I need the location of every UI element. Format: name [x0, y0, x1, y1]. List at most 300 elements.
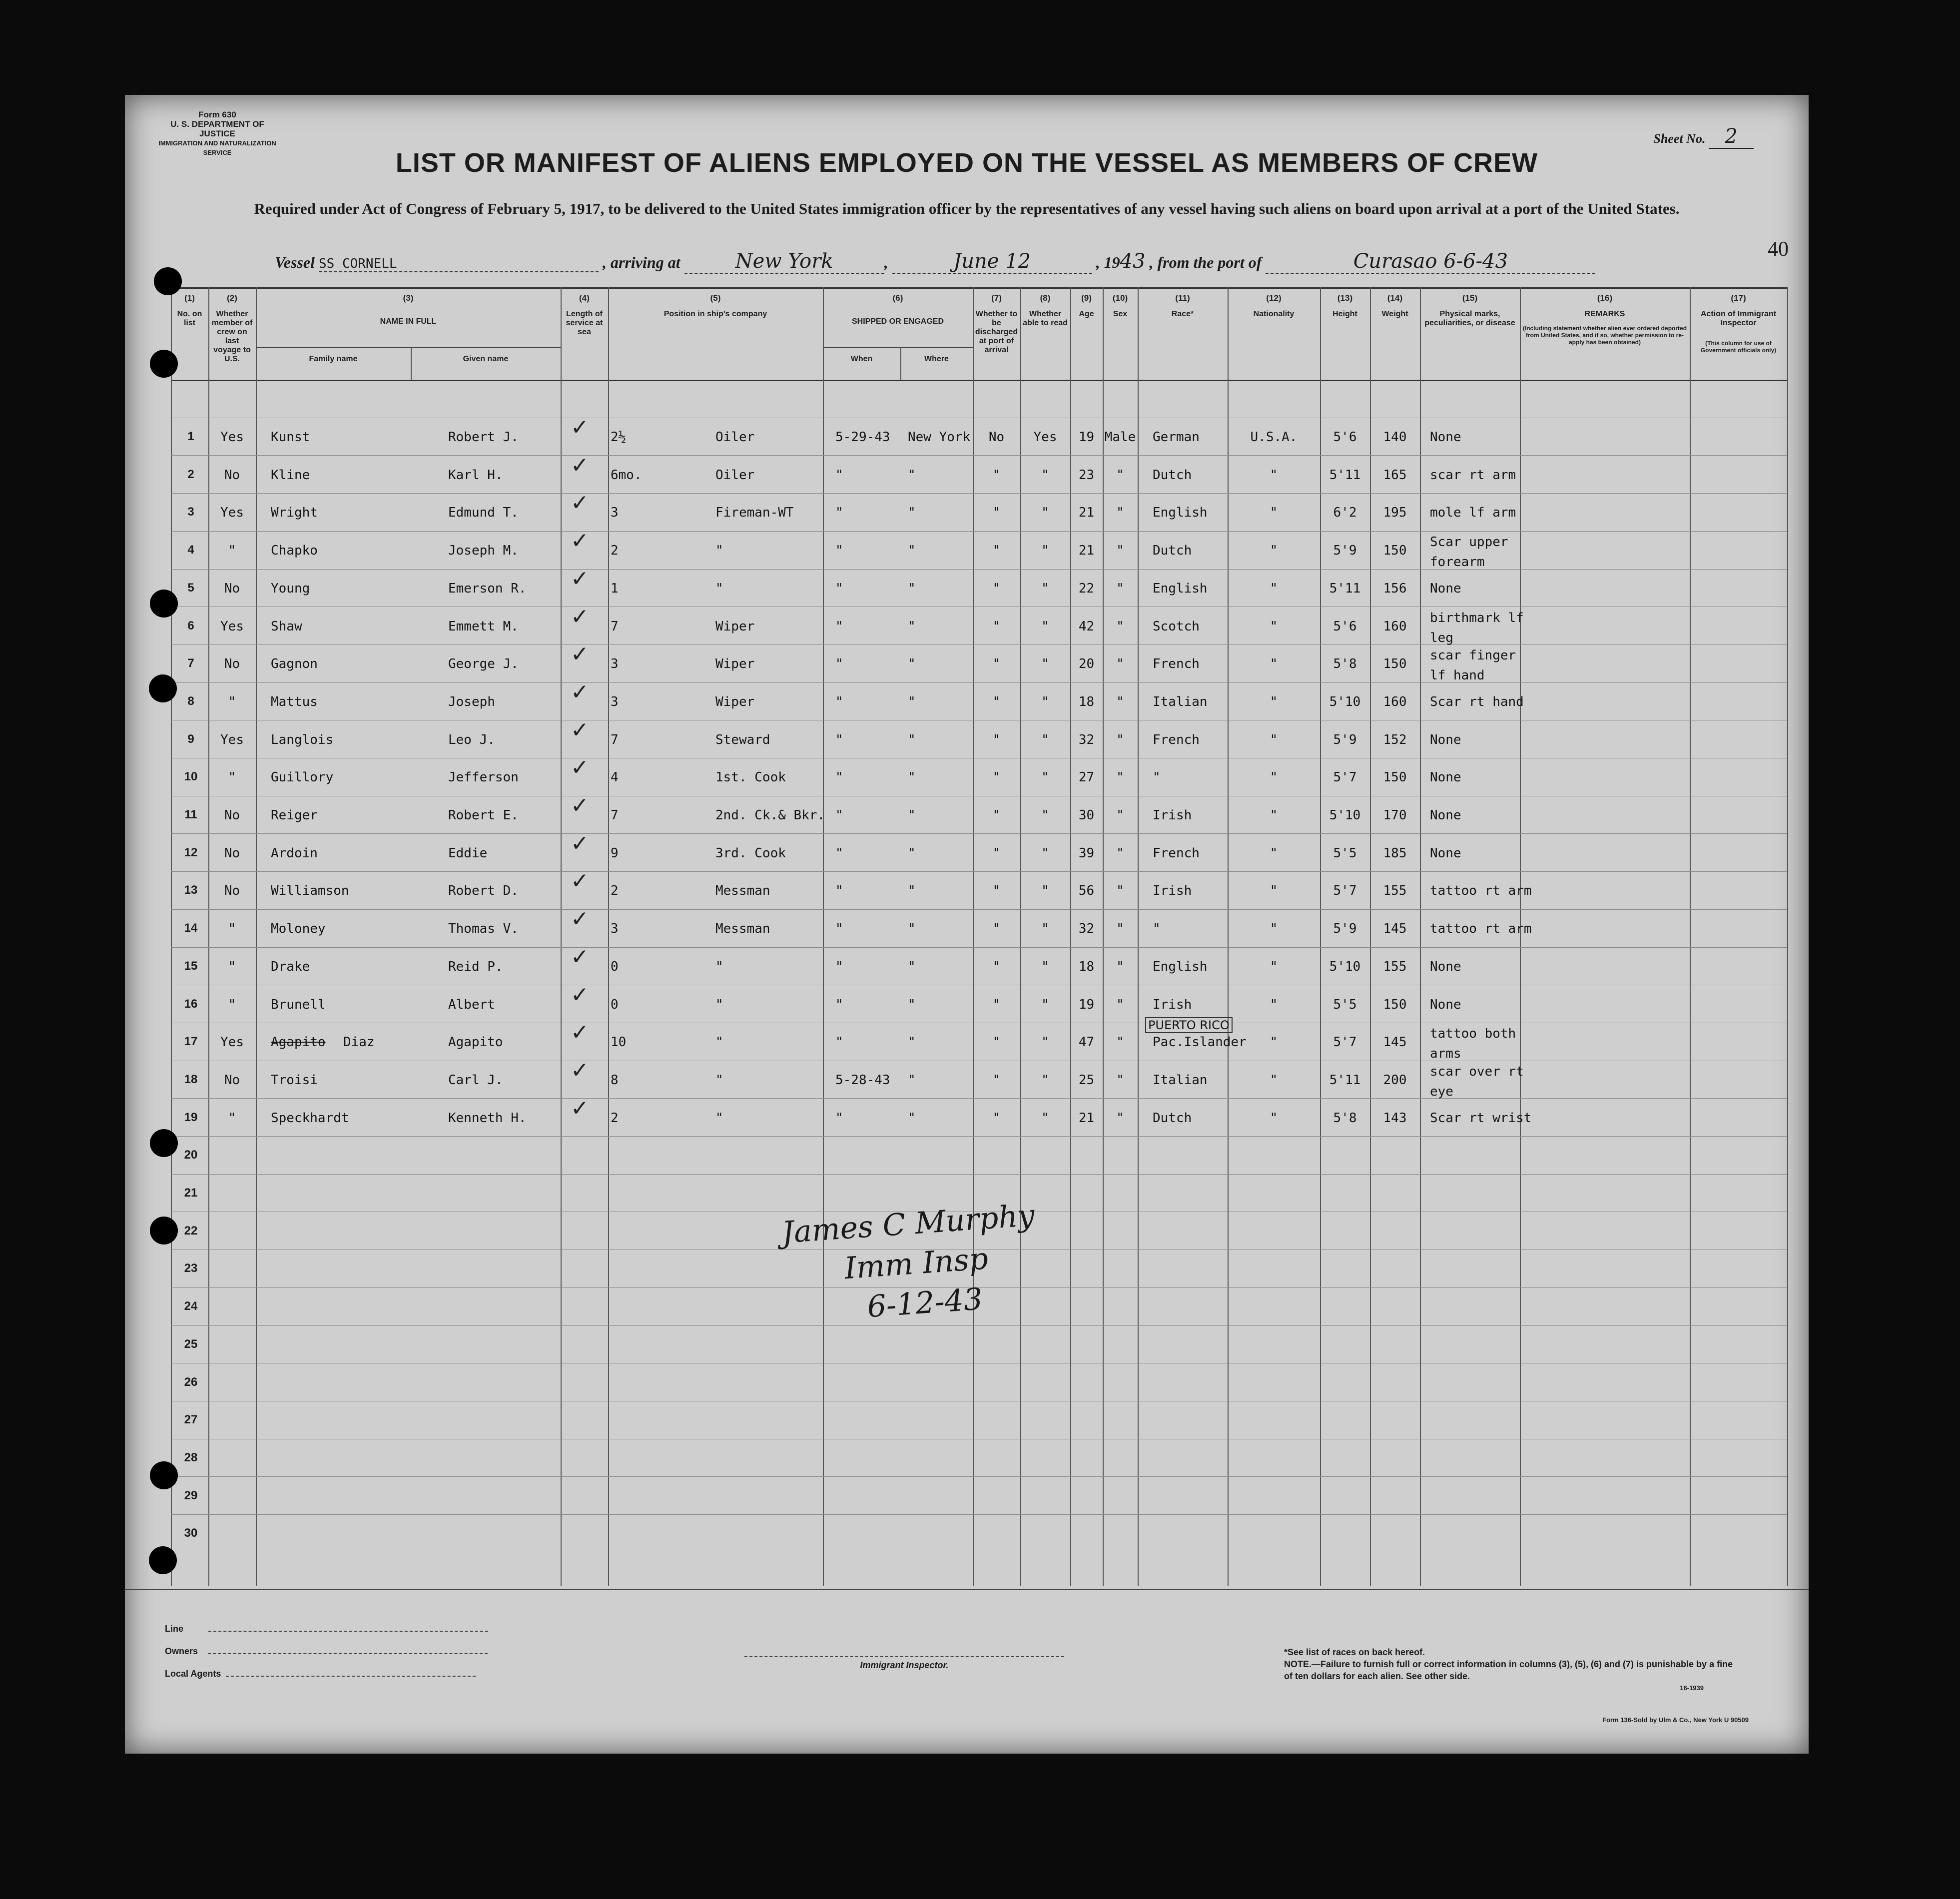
header-c14-num: (14)	[1387, 293, 1403, 303]
form-number: Form 630	[198, 110, 236, 119]
header-c9-text: Age	[1079, 310, 1094, 318]
cell-position: "	[715, 997, 723, 1012]
row-number: 7	[187, 656, 194, 670]
cell-crew: Yes	[220, 430, 244, 445]
cell-where: "	[908, 959, 916, 974]
cell-height: 5'8	[1333, 1110, 1357, 1126]
manifest-table	[171, 287, 1787, 1586]
cell-nationality: "	[1270, 619, 1278, 634]
cell-height: 5'6	[1333, 430, 1357, 445]
header-c5-num: (5)	[710, 293, 721, 303]
cell-age: 21	[1078, 505, 1095, 521]
cell-weight: 185	[1383, 845, 1407, 861]
cell-race: Italian	[1153, 694, 1208, 709]
arriving-port: New York	[684, 250, 884, 274]
punch-hole	[150, 590, 178, 618]
cell-when: "	[835, 770, 843, 785]
cell-discharged: "	[992, 543, 1001, 559]
cell-race: English	[1153, 581, 1208, 596]
cell-given: Joseph	[448, 694, 495, 709]
cell-race: Italian	[1153, 1072, 1208, 1088]
header-c4-text: Length of service at sea	[566, 310, 603, 336]
cell-weight: 145	[1383, 1035, 1407, 1050]
header-c9-num: (9)	[1081, 293, 1092, 303]
cell-marks: None	[1430, 581, 1461, 596]
row-number: 3	[187, 505, 194, 519]
column-rule	[1787, 287, 1788, 1586]
cell-marks: Scar rt hand	[1430, 694, 1524, 709]
cell-where: "	[908, 694, 916, 709]
header-c3-num: (3)	[403, 293, 414, 303]
row-rule	[171, 1174, 1787, 1175]
cell-height: 5'10	[1329, 808, 1361, 823]
cell-service: 9	[611, 845, 619, 861]
row-rule	[171, 682, 1787, 683]
manifest-sheet	[125, 95, 1809, 1754]
cell-read: "	[1041, 1072, 1049, 1088]
cell-nationality: "	[1270, 656, 1278, 672]
cell-given: Kenneth H.	[448, 1110, 527, 1126]
cell-family: Reiger	[271, 808, 318, 823]
header-c6-where: Where	[924, 355, 949, 363]
header-c15-text: Physical marks, peculiarities, or disease	[1424, 310, 1515, 327]
cell-service: 7	[611, 732, 619, 747]
check-mark: ✓	[571, 1057, 589, 1083]
cell-read: "	[1041, 467, 1049, 483]
cell-family: Shaw	[271, 619, 302, 634]
cell-when: "	[835, 619, 843, 634]
cell-service: 3	[611, 921, 619, 937]
cell-sex: "	[1116, 1072, 1124, 1088]
header-c13-num: (13)	[1337, 293, 1353, 303]
row-rule	[171, 1476, 1787, 1477]
cell-family: Diaz	[343, 1035, 375, 1050]
cell-age: 56	[1078, 883, 1095, 899]
cell-read: "	[1041, 921, 1049, 937]
cell-nationality: "	[1270, 845, 1278, 861]
check-mark: ✓	[571, 1020, 589, 1046]
row-number: 17	[184, 1035, 198, 1049]
cell-sex: Male	[1104, 430, 1136, 445]
cell-position: Wiper	[715, 619, 755, 634]
cell-race: French	[1153, 656, 1200, 672]
cell-weight: 143	[1383, 1110, 1407, 1126]
cell-where: "	[908, 505, 916, 521]
row-rule	[171, 644, 1787, 645]
cell-height: 6'2	[1333, 505, 1357, 521]
cell-race: Dutch	[1153, 1110, 1192, 1126]
row-number: 21	[184, 1186, 198, 1200]
cell-sex: "	[1116, 883, 1124, 899]
cell-when: "	[835, 845, 843, 861]
row-number: 18	[184, 1072, 198, 1086]
cell-read: Yes	[1033, 430, 1057, 445]
cell-crew: "	[228, 921, 236, 937]
check-mark: ✓	[571, 793, 589, 818]
row-number: 4	[187, 543, 194, 557]
header-c12-num: (12)	[1266, 293, 1282, 303]
cell-position: Messman	[715, 921, 770, 937]
cell-position: 3rd. Cook	[715, 845, 786, 861]
row-number: 16	[184, 997, 198, 1011]
cell-age: 32	[1078, 732, 1095, 747]
cell-marks: None	[1430, 808, 1461, 823]
cell-family: Moloney	[271, 921, 326, 937]
cell-nationality: "	[1270, 808, 1278, 823]
check-mark: ✓	[571, 1095, 589, 1121]
header-c3-given: Given name	[463, 355, 509, 363]
cell-sex: "	[1116, 997, 1124, 1012]
cell-where: "	[908, 619, 916, 634]
cell-weight: 160	[1383, 619, 1407, 634]
check-mark: ✓	[571, 452, 589, 478]
cell-when: "	[835, 656, 843, 672]
row-number: 1	[187, 430, 194, 443]
printer-imprint: Form 136-Sold by Ulm & Co., New York U 90509	[1602, 1716, 1749, 1724]
header-c2-num: (2)	[227, 293, 237, 303]
cell-race: Dutch	[1153, 543, 1192, 559]
departure-port: Curasao 6-6-43	[1266, 250, 1595, 274]
cell-service: 10	[611, 1035, 627, 1050]
header-c17-num: (17)	[1731, 293, 1746, 303]
row-number: 14	[184, 921, 198, 935]
cell-sex: "	[1116, 1110, 1124, 1126]
check-mark: ✓	[571, 755, 589, 781]
cell-race: English	[1153, 959, 1208, 974]
cell-height: 5'5	[1333, 997, 1357, 1012]
cell-when: "	[835, 694, 843, 709]
cell-sex: "	[1116, 543, 1124, 559]
footer-divider	[125, 1589, 1809, 1590]
cell-where: "	[908, 1072, 916, 1088]
column-rule	[256, 287, 257, 1586]
check-mark: ✓	[571, 982, 589, 1008]
cell-height: 5'9	[1333, 543, 1357, 559]
cell-age: 18	[1078, 959, 1095, 974]
cell-crew: No	[224, 1072, 240, 1088]
cell-position: Oiler	[715, 430, 755, 445]
cell-weight: 155	[1383, 883, 1407, 899]
cell-when: 5-28-43	[835, 1072, 890, 1088]
row-number: 6	[187, 619, 194, 633]
cell-where: "	[908, 467, 916, 483]
cell-where: "	[908, 808, 916, 823]
cell-position: Wiper	[715, 656, 755, 672]
footer-agents-label: Local Agents	[165, 1669, 221, 1679]
cell-sex: "	[1116, 694, 1124, 709]
cell-crew: "	[228, 997, 236, 1012]
row-number: 25	[184, 1337, 198, 1351]
cell-race: "	[1153, 921, 1161, 937]
cell-crew: "	[228, 1110, 236, 1126]
struck-name: Agapito	[271, 1035, 326, 1050]
cell-height: 5'11	[1329, 581, 1361, 596]
check-mark: ✓	[571, 528, 589, 554]
check-mark: ✓	[571, 679, 589, 705]
cell-position: "	[715, 1110, 723, 1126]
header-c10-num: (10)	[1112, 293, 1128, 303]
cell-age: 21	[1078, 543, 1095, 559]
header-c12-text: Nationality	[1253, 310, 1295, 318]
row-number: 9	[187, 732, 194, 746]
header-c6-num: (6)	[892, 293, 903, 303]
cell-service: 2½	[611, 430, 627, 445]
penalty-note: NOTE.—Failure to furnish full or correct information in columns (3), (5), (6) and (7) is punishable by a fine of ten dollars for each alien. See other side.	[1284, 1659, 1733, 1681]
header-c8-text: Whether able to read	[1023, 310, 1068, 327]
check-mark: ✓	[571, 415, 589, 440]
cell-discharged: "	[992, 505, 1001, 521]
cell-read: "	[1041, 997, 1049, 1012]
cell-service: 2	[611, 1110, 619, 1126]
row-rule	[171, 1136, 1787, 1137]
race-annotation: PUERTO RICO	[1145, 1017, 1233, 1033]
row-rule	[171, 569, 1787, 570]
header-c2-text: Whether member of crew on last voyage to U.S.	[211, 310, 253, 363]
cell-weight: 195	[1383, 505, 1407, 521]
column-rule	[1138, 287, 1139, 1586]
cell-service: 8	[611, 1072, 619, 1088]
cell-discharged: "	[992, 1035, 1001, 1050]
page-title: LIST OR MANIFEST OF ALIENS EMPLOYED ON THE VESSEL AS MEMBERS OF CREW	[395, 148, 1538, 178]
cell-nationality: "	[1270, 997, 1278, 1012]
inspector-signature	[780, 1196, 1041, 1333]
cell-when: "	[835, 543, 843, 559]
cell-crew: Yes	[220, 619, 244, 634]
cell-family: Mattus	[271, 694, 318, 709]
cell-nationality: "	[1270, 921, 1278, 937]
footer-line-field	[165, 1624, 488, 1634]
inspector-line	[744, 1656, 1064, 1671]
footer-owners-field	[165, 1646, 488, 1657]
inspector-label: Immigrant Inspector.	[860, 1660, 949, 1670]
cell-height: 5'7	[1333, 883, 1357, 899]
cell-marks: None	[1430, 959, 1461, 974]
cell-crew: "	[228, 694, 236, 709]
check-mark: ✓	[571, 490, 589, 516]
cell-marks: tattoo rt arm	[1430, 883, 1532, 899]
row-number: 15	[184, 959, 198, 973]
races-note: *See list of races on back hereof.	[1284, 1647, 1425, 1657]
cell-weight: 150	[1383, 997, 1407, 1012]
subheader-rule	[256, 347, 561, 348]
cell-given: Agapito	[448, 1035, 503, 1050]
cell-where: "	[908, 845, 916, 861]
cell-discharged: "	[992, 808, 1001, 823]
header-c5-text: Position in ship's company	[663, 310, 767, 318]
from-label: , from the port of	[1149, 253, 1262, 271]
cell-when: "	[835, 732, 843, 747]
cell-given: Karl H.	[448, 467, 503, 483]
row-rule	[171, 455, 1787, 456]
cell-read: "	[1041, 1110, 1049, 1126]
cell-service: 3	[611, 694, 619, 709]
cell-family: Drake	[271, 959, 310, 974]
row-number: 13	[184, 883, 198, 897]
cell-weight: 160	[1383, 694, 1407, 709]
cell-read: "	[1041, 845, 1049, 861]
cell-discharged: "	[992, 467, 1001, 483]
cell-crew: "	[228, 959, 236, 974]
cell-nationality: "	[1270, 543, 1278, 559]
cell-family: Speckhardt	[271, 1110, 349, 1126]
header-c14-text: Weight	[1381, 310, 1408, 318]
cell-service: 1	[611, 581, 619, 596]
cell-where: "	[908, 581, 916, 596]
header-c13-text: Height	[1332, 310, 1357, 318]
column-rule	[823, 287, 824, 1586]
row-number: 24	[184, 1299, 198, 1313]
cell-crew: No	[224, 845, 240, 861]
cell-height: 5'7	[1333, 770, 1357, 785]
page-subtitle: Required under Act of Congress of February 5, 1917, to be delivered to the United States immigration officer by the representatives of any vessel having such aliens on board upon arrival at a port of the United States.	[254, 200, 1680, 217]
cell-service: 7	[611, 619, 619, 634]
header-c4-num: (4)	[579, 293, 590, 303]
cell-service: 7	[611, 808, 619, 823]
cell-age: 21	[1078, 1110, 1095, 1126]
cell-crew: No	[224, 656, 240, 672]
cell-race: English	[1153, 505, 1208, 521]
cell-family: Guillory	[271, 770, 334, 785]
cell-height: 5'11	[1329, 1072, 1361, 1088]
header-c15-num: (15)	[1462, 293, 1478, 303]
check-mark: ✓	[571, 868, 589, 894]
cell-race: Irish	[1153, 883, 1192, 899]
row-number: 22	[184, 1224, 198, 1238]
arrival-date: June 12	[892, 250, 1092, 274]
cell-crew: "	[228, 543, 236, 559]
header-c3-family: Family name	[309, 355, 358, 363]
header-c17-sub: (This column for use of Government officials only)	[1700, 340, 1777, 354]
cell-position: 1st. Cook	[715, 770, 786, 785]
cell-sex: "	[1116, 505, 1124, 521]
cell-read: "	[1041, 959, 1049, 974]
cell-sex: "	[1116, 656, 1124, 672]
cell-discharged: "	[992, 1110, 1001, 1126]
row-number: 19	[184, 1110, 198, 1124]
arriving-label: , arriving at	[603, 253, 680, 271]
header-c11-num: (11)	[1175, 293, 1190, 303]
cell-where: "	[908, 732, 916, 747]
punch-hole	[150, 1129, 178, 1157]
cell-weight: 165	[1383, 467, 1407, 483]
cell-age: 47	[1078, 1035, 1095, 1050]
cell-age: 18	[1078, 694, 1095, 709]
cell-position: Steward	[715, 732, 770, 747]
cell-nationality: "	[1270, 1035, 1278, 1050]
sheet-number	[1654, 125, 1754, 149]
cell-given: Thomas V.	[448, 921, 519, 937]
cell-age: 30	[1078, 808, 1095, 823]
cell-weight: 150	[1383, 543, 1407, 559]
cell-crew: Yes	[220, 732, 244, 747]
cell-service: 3	[611, 505, 619, 521]
cell-read: "	[1041, 543, 1049, 559]
header-c16-text: REMARKS	[1584, 310, 1625, 318]
cell-weight: 150	[1383, 770, 1407, 785]
cell-given: Joseph M.	[448, 543, 519, 559]
header-c8-num: (8)	[1040, 293, 1051, 303]
cell-discharged: "	[992, 921, 1001, 937]
cell-discharged: "	[992, 997, 1001, 1012]
header-c1-num: (1)	[184, 293, 195, 303]
check-mark: ✓	[571, 566, 589, 592]
cell-where: "	[908, 770, 916, 785]
cell-where: "	[908, 883, 916, 899]
cell-marks: Scar rt wrist	[1430, 1110, 1532, 1126]
cell-marks: scar over rt eye	[1430, 1064, 1524, 1099]
signature-date: 6-12-43	[866, 1281, 984, 1325]
column-rule	[1420, 287, 1421, 1586]
cell-read: "	[1041, 770, 1049, 785]
cell-race: Pac.Islander	[1153, 1035, 1247, 1050]
cell-position: "	[715, 581, 723, 596]
row-rule	[171, 1514, 1787, 1515]
cell-position: Oiler	[715, 467, 755, 483]
cell-marks: Scar upper forearm	[1430, 535, 1508, 570]
cell-weight: 152	[1383, 732, 1407, 747]
cell-age: 42	[1078, 619, 1095, 634]
cell-when: "	[835, 921, 843, 937]
cell-marks: tattoo both arms	[1430, 1026, 1516, 1062]
cell-given: Eddie	[448, 845, 488, 861]
cell-age: 20	[1078, 656, 1095, 672]
header-c3-text: NAME IN FULL	[380, 317, 437, 326]
cell-given: Emmett M.	[448, 619, 519, 634]
cell-given: Jefferson	[448, 770, 519, 785]
cell-where: "	[908, 656, 916, 672]
cell-weight: 156	[1383, 581, 1407, 596]
sheet-value: 2	[1709, 125, 1754, 149]
row-number: 20	[184, 1148, 198, 1162]
cell-nationality: "	[1270, 959, 1278, 974]
cell-crew: "	[228, 770, 236, 785]
form-code: 16-1939	[1680, 1684, 1704, 1692]
cell-age: 39	[1078, 845, 1095, 861]
row-rule	[171, 1098, 1787, 1099]
cell-family: Troisi	[271, 1072, 318, 1088]
header-c10-text: Sex	[1113, 310, 1128, 318]
vessel-name: SS CORNELL	[319, 256, 599, 272]
cell-crew: No	[224, 883, 240, 899]
cell-discharged: "	[992, 770, 1001, 785]
cell-nationality: "	[1270, 732, 1278, 747]
cell-where: "	[908, 997, 916, 1012]
cell-given: Robert E.	[448, 808, 519, 823]
cell-race: "	[1153, 770, 1161, 785]
signature-name: James C Murphy	[780, 1198, 1036, 1251]
cell-when: "	[835, 467, 843, 483]
cell-read: "	[1041, 732, 1049, 747]
cell-race: Irish	[1153, 808, 1192, 823]
cell-marks: None	[1430, 845, 1461, 861]
cell-weight: 155	[1383, 959, 1407, 974]
cell-marks: None	[1430, 732, 1461, 747]
cell-weight: 200	[1383, 1072, 1407, 1088]
cell-service: 0	[611, 959, 619, 974]
row-rule	[171, 947, 1787, 948]
cell-read: "	[1041, 505, 1049, 521]
header-c11-text: Race*	[1171, 310, 1194, 318]
cell-marks: None	[1430, 997, 1461, 1012]
row-number: 12	[184, 845, 198, 859]
punch-hole	[154, 267, 182, 295]
cell-age: 23	[1078, 467, 1095, 483]
cell-where: "	[908, 921, 916, 937]
cell-read: "	[1041, 808, 1049, 823]
cell-nationality: "	[1270, 467, 1278, 483]
cell-height: 5'6	[1333, 619, 1357, 634]
row-rule	[171, 493, 1787, 494]
